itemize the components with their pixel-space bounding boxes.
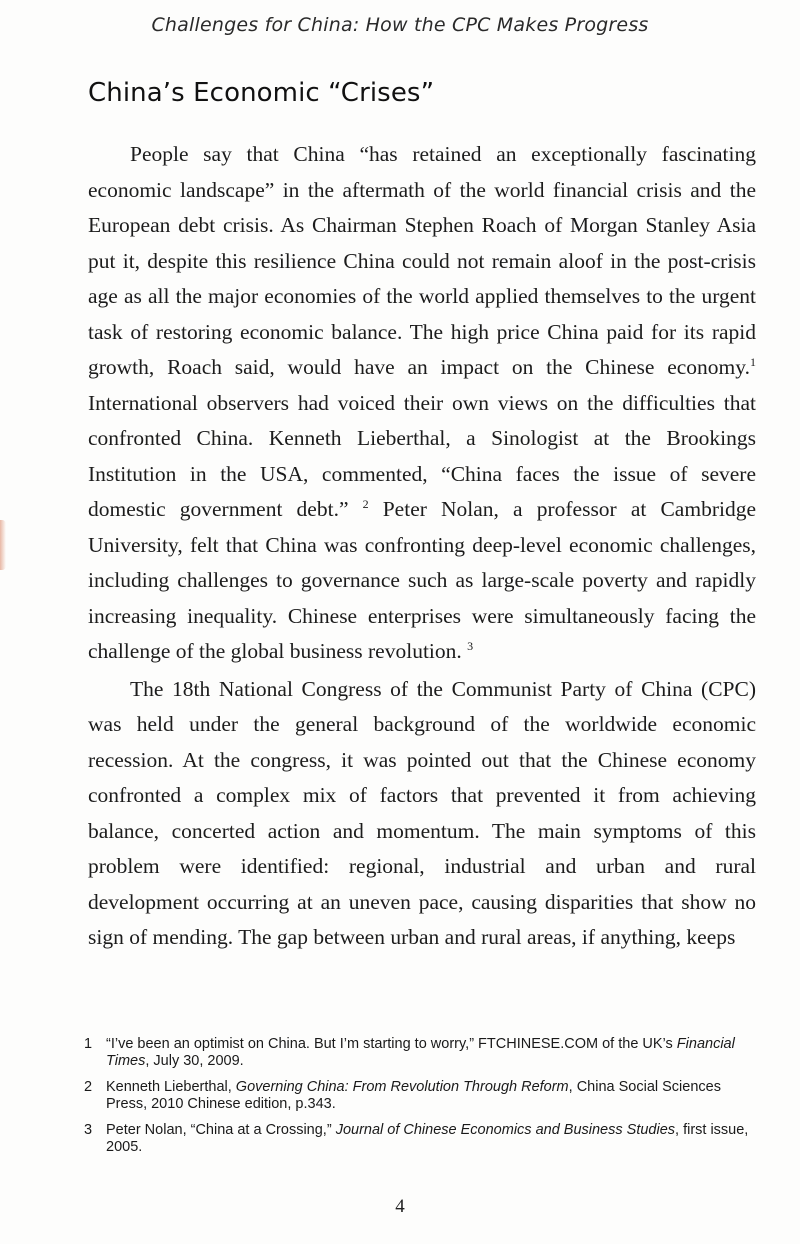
footnote-text [106, 1122, 756, 1156]
page-number: 4 [395, 1196, 405, 1217]
footnote-text-after: , first issue, 2005. [106, 1122, 749, 1155]
footnote-text-before: Peter Nolan, “China at a Crossing,” [106, 1122, 336, 1138]
footnote-ref-1: 1 [750, 354, 756, 369]
body-text [88, 137, 756, 956]
footnote-source-title: Journal of Chinese Economics and Business Studies [335, 1122, 676, 1138]
footnote-text-before: “I’ve been an optimist on China. But I’m starting to worry,” FTCHINESE.COM of the UK’s [106, 1036, 677, 1052]
footnote-ref-3: 3 [467, 638, 474, 653]
paragraph-2: The 18th National Congress of the Communist Party of China (CPC) was held under the general background of the worldwide economic recession. At the congress, it was pointed out that the Chinese economy confronted a complex mix of factors that prevented it from achieving balance, concerted action and momentum. The main symptoms of this problem were identified: regional, industrial and urban and rural development occurring at an uneven pace, causing disparities that show no sign of mending. The gap between urban and rural areas, if anything, keeps [88, 676, 756, 949]
footnote-source-title: Governing China: From Revolution Through Reform [235, 1079, 569, 1095]
footnote-number: 3 [84, 1122, 93, 1138]
footnote-1 [84, 1036, 756, 1070]
running-header: Challenges for China: How the CPC Makes Progress [151, 14, 649, 36]
footnote-2 [84, 1079, 756, 1113]
paragraph-1-part-1: People say that China “has retained an exceptionally fascinating economic landscape” in the aftermath of the world financial crisis and the European debt crisis. As Chairman Stephen Roach of Morgan Stanley Asia put it, despite this resilience China could not remain aloof in the post-crisis age as all the major economies of the world applied themselves to the urgent task of restoring economic balance. The high price China paid for its rapid growth, Roach said, would have an impact on the Chinese economy. [88, 142, 756, 379]
footnote-text-after: , China Social Sciences Press, 2010 Chinese edition, p.343. [106, 1079, 721, 1112]
footnote-text-after: , July 30, 2009. [145, 1053, 244, 1069]
footnote-number: 1 [84, 1036, 93, 1052]
footnote-text-before: Kenneth Lieberthal, [106, 1079, 236, 1095]
footnote-ref-2: 2 [362, 496, 369, 511]
footnote-source-title: Financial Times [106, 1036, 735, 1069]
footnote-text [106, 1036, 756, 1070]
footnote-number: 2 [84, 1079, 93, 1095]
footnotes [84, 1036, 756, 1165]
page-edge-mark [0, 520, 6, 570]
chapter-title: China’s Economic “Crises” [88, 78, 435, 108]
footnote-3 [84, 1122, 756, 1156]
paragraph-1-part-2: International observers had voiced their own views on the difficulties that confronted China. Kenneth Lieberthal, a Sinologist at the Brookings Institution in the USA, commented, “China faces the issue of severe domestic government debt.” [88, 390, 756, 521]
footnote-text [106, 1079, 756, 1113]
paragraph-1-part-3: Peter Nolan, a professor at Cambridge University, felt that China was confronting deep-level economic challenges, including challenges to governance such as large-scale poverty and rapidly increasing inequality. Chinese enterprises were simultaneously facing the challenge of the global business revolution. [88, 497, 756, 663]
paragraph-1 [88, 137, 756, 670]
